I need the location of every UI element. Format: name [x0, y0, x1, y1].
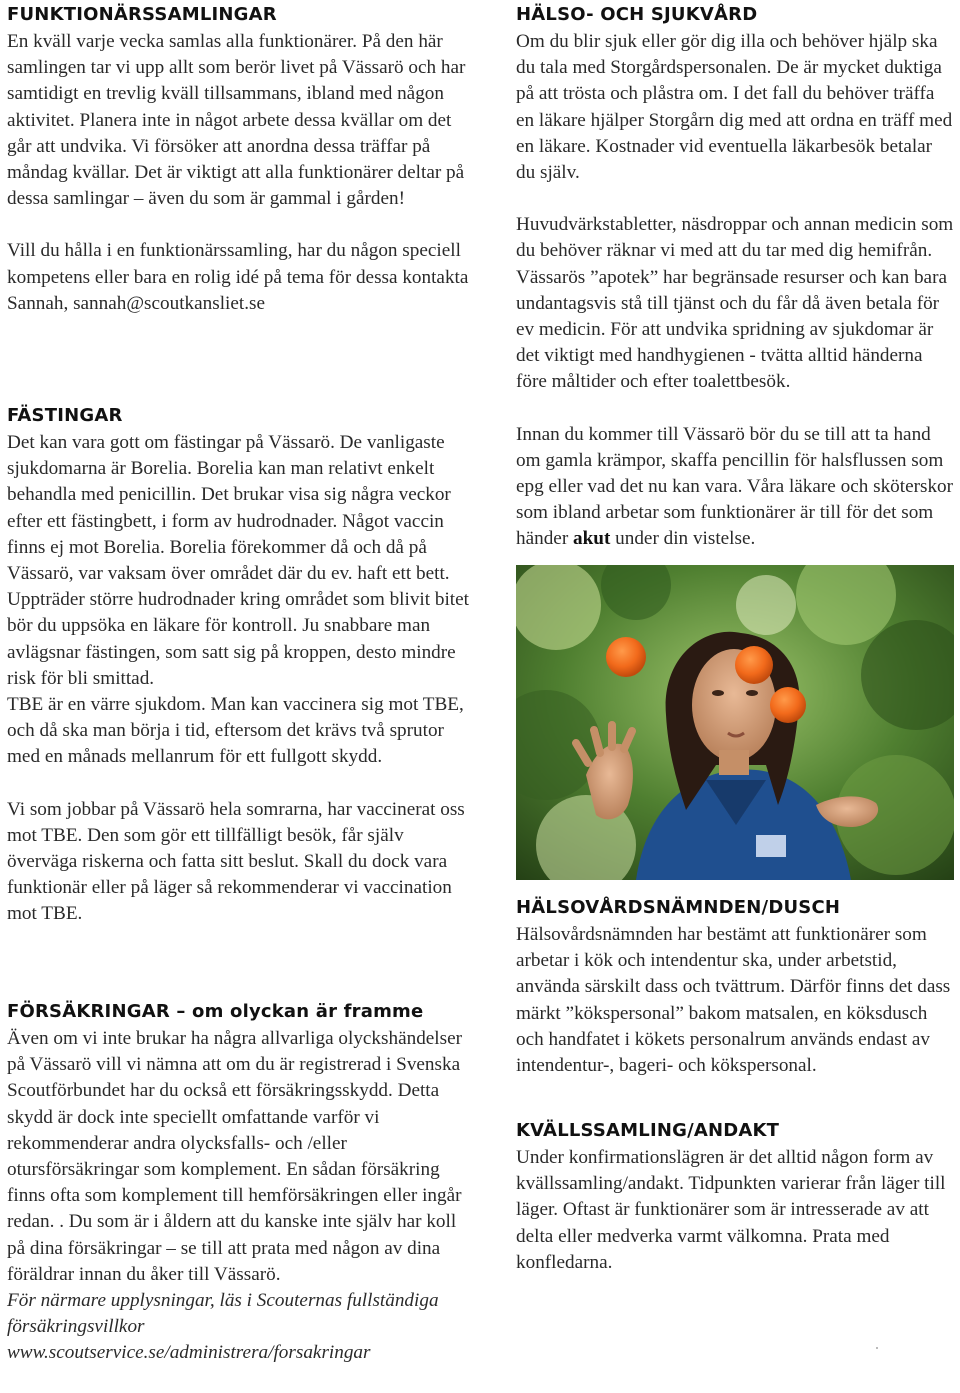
heading-funktionarssamlingar: FUNKTIONÄRSSAMLINGAR	[7, 4, 277, 25]
paragraph: Vill du hålla i en funktionärssamling, har du någon speciell kompetens eller bara en rolig idé på tema för dessa kontakta Sannah, sannah@scoutkansliet.se	[7, 240, 469, 314]
juggler-illustration	[516, 565, 954, 880]
paragraph-italic: För närmare upplysningar, läs i Scouternas fullständiga försäkringsvillkor www.scoutservice.se/administrera/forsakringar	[7, 1290, 439, 1364]
paragraph: Vi som jobbar på Vässarö hela somrarna, har vaccinerat oss mot TBE. Den som gör ett tillfälligt besök, får själv överväga riskerna och fatta sitt beslut. Skall du dock vara funktionär eller på läger så rekommenderar vi vaccination mot TBE.	[7, 798, 465, 925]
paragraph: Huvudvärkstabletter, näsdroppar och annan medicin som du behöver räknar vi med att du tar med dig hemifrån. Vässarös ”apotek” har begränsade resurser och kan bara undantagsvis stå till tjänst och du får då även betala för ev medicin. För att undvika spridning av sjukdomar är det viktigt med handhygienen - tvätta alltid händerna före måltider och efter toalettbesök.	[516, 214, 954, 393]
heading-halsovardsnamnden: HÄLSOVÅRDSNÄMNDEN/DUSCH	[516, 897, 841, 918]
paragraph: Hälsovårdsnämnden har bestämt att funktionärer som arbetar i kök och intendentur ska, under arbetstid, använda särskilt dass och tvättrum. Därför finns det dass märkt ”kökspersonal” bakom matsalen, en köksdusch och handfatet i kökets personalrum används endast av intendentur-, bageri- och kökspersonal.	[516, 924, 951, 1077]
text-run: under din vistelse.	[610, 528, 756, 550]
text-bold-akut: akut	[573, 528, 611, 550]
paragraph: TBE är en värre sjukdom. Man kan vaccinera sig mot TBE, och då ska man börja i tid, eftersom det krävs två sprutor med en månads mellanrum för ett fullgott skydd.	[7, 694, 464, 768]
paragraph: Om du blir sjuk eller gör dig illa och behöver hjälp ska du tala med Storgårdspersonalen. De är mycket duktiga på att trösta och plåstra om. I det fall du behöver träffa en läkare hjälper Storgårn dig med att ordna en träff med en läkare. Kostnader vid eventuella läkarbesök betalar du själv.	[516, 31, 953, 184]
section-forsakringar	[7, 1001, 477, 1367]
paragraph: Även om vi inte brukar ha några allvarliga olyckshändelser på Vässarö vill vi nämna att om du är registrerad i Svenska Scoutförbundet har du också ett försäkringsskydd. Detta skydd är dock inte speciellt omfattande varför vi rekommenderar andra olycksfalls- och /eller otursförsäkringar som komplement. En sådan försäkring finns ofta som komplement till hemförsäkringen eller ingår redan. . Du som är i åldern att du kanske inte själv har koll på dina försäkringar – se till att prata med någon av dina föräldrar innan du åker till Vässarö.	[7, 1028, 463, 1285]
heading-fastingar: FÄSTINGAR	[7, 405, 123, 426]
paragraph	[516, 422, 956, 553]
section-fastingar	[7, 405, 477, 928]
paragraph: Under konfirmationslägren är det alltid någon form av kvällssamling/andakt. Tidpunkten varierar från läger till läger. Oftast är funktionärer som är intresserade av att delta eller medverka varmt välkomna. Prata med konfledarna.	[516, 1147, 946, 1273]
heading-forsakringar-sub: – om olyckan är framme	[169, 1001, 424, 1022]
decorative-dot	[876, 1347, 878, 1349]
heading-forsakringar	[7, 1001, 477, 1023]
section-funktionarssamlingar	[7, 4, 477, 317]
section-halso-sjukvard	[516, 4, 956, 553]
paragraph: Det kan vara gott om fästingar på Vässarö. De vanligaste sjukdomarna är Borelia. Borelia kan man relativt enkelt behandla med penicillin. Det brukar visa sig några veckor efter ett fästingbett, i form av hudrodnader. Något vaccin finns ej mot Borelia. Borelia förekommer då och då på Vässarö, var vaksam över området där du ev. haft ett bett. Uppträder större hudrodnader kring området som blivit bitet bör du uppsöka en läkare för kontroll. Ju snabbare man avlägsnar fästingen, som satt sig på kroppen, desto mindre risk för bli smittad.	[7, 432, 469, 689]
heading-forsakringar-main: FÖRSÄKRINGAR	[7, 1001, 170, 1022]
text-run: Innan du kommer till Vässarö bör du se till att ta hand om gamla krämpor, skaffa pencillin för halsflussen som epg eller vad det nu kan vara. Våra läkare och sköterskor som ibland arbetar som funktionärer är till för det som händer	[516, 423, 954, 550]
paragraph: En kväll varje vecka samlas alla funktionärer. På den här samlingen tar vi upp allt som berör livet på Vässarö och har samtidigt en trevlig kväll tillsammans, ibland med någon aktivitet. Planera inte in något arbete dessa kvällar om det går att undvika. Vi försöker att anordna dessa träffar på måndag kvällar. Det är viktigt att alla funktionärer deltar på dessa samlingar – även du som är gammal i gården!	[7, 31, 466, 210]
heading-halso-sjukvard: HÄLSO- OCH SJUKVÅRD	[516, 4, 758, 25]
juggler-photo	[516, 565, 954, 880]
heading-kvallssamling: KVÄLLSSAMLING/ANDAKT	[516, 1120, 780, 1141]
section-kvallssamling	[516, 1120, 956, 1276]
section-halsovardsnamnden	[516, 897, 956, 1079]
